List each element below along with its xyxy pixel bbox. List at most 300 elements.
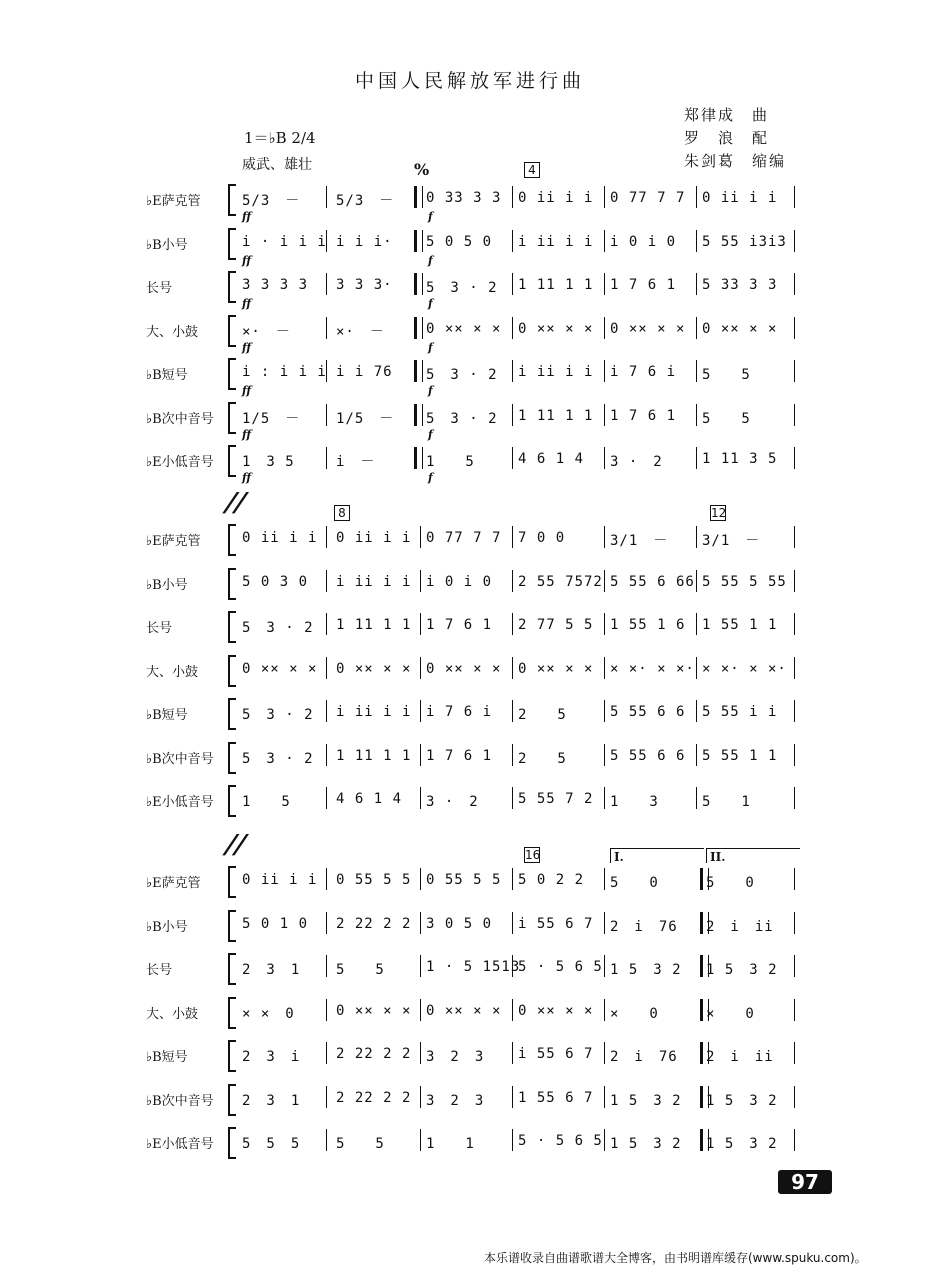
instrument-name: ♭B短号 — [146, 708, 188, 723]
measure-notation: 0 77 7 7 — [610, 190, 686, 206]
barline — [326, 1129, 327, 1151]
barline — [696, 744, 697, 766]
measure-notation: 5 3 · 2 — [242, 750, 314, 767]
barline — [696, 657, 697, 679]
barline — [420, 613, 421, 635]
measure-notation: × × 0 — [242, 1005, 295, 1022]
dynamic-marking: f — [428, 384, 433, 397]
measure-notation: 2 3 i — [242, 1049, 301, 1065]
arranger-credit: 罗 浪 配 — [684, 129, 770, 147]
measure-notation: 5 · 5 6 5 — [518, 1133, 603, 1149]
instrument-staff — [0, 354, 940, 400]
instrument-staff — [0, 180, 940, 226]
barline — [512, 1042, 513, 1064]
instrument-staff — [0, 1123, 940, 1169]
staff-bracket — [228, 228, 236, 260]
measure-notation: 5 · 5 6 5 — [518, 959, 603, 975]
instrument-staff — [0, 1036, 940, 1082]
measure-notation: 3 2 3 — [426, 1049, 485, 1065]
barline — [326, 700, 327, 722]
measure-notation: 5 5 — [702, 410, 751, 427]
barline — [604, 447, 605, 469]
staff-bracket — [228, 524, 236, 556]
barline — [696, 447, 697, 469]
barline — [512, 570, 513, 592]
dynamic-marking: f — [428, 427, 433, 441]
measure-notation: 0 ii i i — [242, 530, 318, 546]
measure-notation: 1 5 3 2 — [706, 1136, 778, 1152]
measure-notation: 1 · 5 1513 — [426, 959, 521, 975]
repeat-barline — [414, 230, 423, 252]
instrument-name: ♭B短号 — [146, 368, 188, 383]
barline — [512, 912, 513, 934]
barline — [696, 230, 697, 252]
barline — [794, 999, 795, 1021]
measure-notation: 2 77 5 5 — [518, 617, 594, 633]
measure-notation: 5 3 · 2 — [426, 410, 498, 427]
barline — [420, 744, 421, 766]
barline — [512, 526, 513, 548]
measure-notation: 1 5 — [426, 454, 475, 470]
measure-notation: × ×· × ×· — [610, 660, 695, 677]
dynamic-marking: f — [428, 471, 433, 484]
instrument-staff — [0, 398, 940, 444]
measure-notation: 1 11 1 1 — [336, 747, 412, 764]
barline — [512, 613, 513, 635]
rehearsal-mark-8: 8 — [334, 505, 350, 521]
page-title: 中国人民解放军进行曲 — [354, 70, 585, 92]
barline — [794, 657, 795, 679]
measure-notation: 5 55 7 2 — [518, 791, 594, 807]
page-number: 97 — [778, 1170, 832, 1194]
measure-notation: 2 3 1 — [242, 962, 301, 978]
instrument-staff — [0, 520, 940, 566]
barline — [420, 787, 421, 809]
measure-notation: 1 7 6 1 — [426, 617, 493, 633]
measure-notation: × 0 — [706, 1005, 755, 1022]
measure-notation: 1/5 － — [242, 410, 301, 427]
instrument-name: ♭E萨克管 — [146, 876, 201, 891]
measure-notation: 1 1 — [426, 1136, 475, 1152]
measure-notation: 1 11 1 1 — [518, 277, 594, 293]
measure-notation: 0 ×× × × — [610, 320, 686, 337]
tempo-marking: 威武、雄壮 — [242, 157, 312, 173]
measure-notation: 3/1 － — [610, 533, 669, 549]
segno-sign: % — [414, 160, 430, 179]
instrument-name: ♭B次中音号 — [146, 751, 214, 767]
measure-notation: 0 ×× × × — [336, 660, 412, 677]
barline — [794, 570, 795, 592]
barline — [420, 657, 421, 679]
barline — [604, 317, 605, 339]
dynamic-marking: ff — [242, 253, 252, 267]
measure-notation: 5 55 6 66 — [610, 573, 695, 590]
instrument-staff — [0, 267, 940, 313]
instrument-staff — [0, 738, 940, 784]
staff-bracket — [228, 445, 236, 477]
instrument-staff — [0, 993, 940, 1039]
measure-notation: 4 6 1 4 — [336, 791, 403, 807]
barline — [512, 404, 513, 426]
barline — [604, 787, 605, 809]
barline — [512, 186, 513, 208]
instrument-staff — [0, 949, 940, 995]
rehearsal-mark-4: 4 — [524, 162, 540, 178]
measure-notation: ×· － — [242, 323, 291, 340]
instrument-staff — [0, 311, 940, 357]
measure-notation: i ii i i — [518, 364, 594, 380]
barline — [326, 613, 327, 635]
barline — [420, 1086, 421, 1108]
repeat-barline — [414, 447, 423, 469]
barline — [794, 447, 795, 469]
barline — [512, 787, 513, 809]
instrument-name: ♭E小低音号 — [146, 455, 214, 470]
barline — [512, 1086, 513, 1108]
barline — [604, 360, 605, 382]
measure-notation: 5 0 3 0 — [242, 573, 309, 590]
instrument-name: ♭B短号 — [146, 1050, 188, 1065]
measure-notation: 2 22 2 2 — [336, 915, 412, 932]
measure-notation: i 55 6 7 — [518, 915, 594, 932]
volta-second-ending: II. — [706, 848, 800, 863]
measure-notation: 5 0 — [706, 875, 755, 891]
measure-notation: 1 7 6 1 — [610, 277, 677, 293]
barline — [794, 317, 795, 339]
barline — [512, 657, 513, 679]
instrument-name: ♭E萨克管 — [146, 194, 201, 209]
rehearsal-mark-16: 16 — [525, 848, 541, 862]
measure-notation: 0 ×× × × — [426, 1002, 502, 1019]
instrument-name: ♭B次中音号 — [146, 1093, 214, 1109]
barline — [326, 570, 327, 592]
measure-notation: 0 55 5 5 — [336, 872, 412, 888]
adapter-credit: 朱剑葛 缩编 — [684, 152, 787, 170]
repeat-barline — [414, 360, 423, 382]
measure-notation: i 0 i 0 — [426, 573, 493, 590]
measure-notation: 5 5 — [702, 367, 751, 383]
barline — [326, 868, 327, 890]
measure-notation: i : i i i — [242, 364, 327, 380]
measure-notation: 0 ×× × × — [518, 1002, 594, 1019]
measure-notation: 1 5 3 2 — [610, 962, 682, 978]
barline — [604, 657, 605, 679]
measure-notation: i 7 6 i — [610, 364, 677, 380]
measure-notation: i · i i i — [242, 233, 327, 250]
barline — [604, 570, 605, 592]
measure-notation: 5/3 － — [242, 193, 301, 209]
instrument-name: 长号 — [146, 963, 173, 978]
measure-notation: 5 3 · 2 — [242, 620, 314, 636]
measure-notation: 3 3 3· — [336, 277, 393, 293]
measure-notation: 1 5 3 2 — [706, 1092, 778, 1109]
volta-first-ending: I. — [610, 848, 704, 863]
barline — [604, 700, 605, 722]
barline — [604, 955, 605, 977]
instrument-staff — [0, 781, 940, 827]
barline — [794, 360, 795, 382]
measure-notation: 1 11 1 1 — [518, 407, 594, 424]
barline — [794, 613, 795, 635]
staff-bracket — [228, 742, 236, 774]
measure-notation: 5 0 1 0 — [242, 915, 309, 932]
instrument-staff — [0, 1080, 940, 1126]
barline — [326, 1086, 327, 1108]
barline — [696, 700, 697, 722]
dynamic-marking: f — [428, 297, 433, 310]
staff-bracket — [228, 1084, 236, 1116]
dynamic-marking: ff — [242, 297, 252, 310]
staff-bracket — [228, 698, 236, 730]
dynamic-marking: ff — [242, 427, 252, 441]
measure-notation: 5 3 · 2 — [426, 367, 498, 383]
measure-notation: 3 3 3 3 — [242, 277, 309, 293]
measure-notation: 1 5 3 2 — [610, 1092, 682, 1109]
barline — [420, 570, 421, 592]
staff-bracket — [228, 866, 236, 898]
measure-notation: 5 33 3 3 — [702, 277, 778, 293]
measure-notation: 2 3 1 — [242, 1092, 301, 1109]
measure-notation: 1 5 3 2 — [610, 1136, 682, 1152]
barline — [512, 868, 513, 890]
key-signature: 1＝♭B 2/4 — [244, 129, 316, 147]
barline — [420, 1129, 421, 1151]
measure-notation: 1 11 3 5 — [702, 451, 778, 467]
dynamic-marking: f — [428, 253, 433, 267]
barline — [512, 744, 513, 766]
measure-notation: i i i· — [336, 233, 393, 250]
measure-notation: ×· － — [336, 323, 385, 340]
barline — [512, 700, 513, 722]
barline — [326, 230, 327, 252]
measure-notation: 1/5 － — [336, 410, 395, 427]
system-separator-icon: // — [220, 830, 251, 860]
measure-notation: 1 5 3 2 — [706, 962, 778, 978]
barline — [696, 186, 697, 208]
barline — [696, 570, 697, 592]
measure-notation: 2 22 2 2 — [336, 1089, 412, 1106]
measure-notation: 3 0 5 0 — [426, 915, 493, 932]
staff-bracket — [228, 611, 236, 643]
instrument-name: ♭B小号 — [146, 919, 188, 935]
measure-notation: 0 33 3 3 — [426, 190, 502, 206]
measure-notation: 2 i ii — [706, 918, 774, 935]
instrument-staff — [0, 694, 940, 740]
dynamic-marking: ff — [242, 340, 252, 354]
instrument-name: ♭E萨克管 — [146, 534, 201, 549]
staff-bracket — [228, 785, 236, 817]
dynamic-marking: f — [428, 340, 433, 354]
measure-notation: 0 ×× × × — [426, 660, 502, 677]
barline — [604, 230, 605, 252]
footer-note: 本乐谱收录自曲谱歌谱大全博客，由书明谱库缓存(www.spuku.com)。 — [484, 1251, 867, 1265]
barline — [512, 317, 513, 339]
repeat-barline — [414, 186, 423, 208]
measure-notation: i ii i i — [336, 704, 412, 720]
barline — [326, 999, 327, 1021]
instrument-name: 大、小鼓 — [146, 664, 199, 680]
measure-notation: 5 0 — [610, 875, 659, 891]
measure-notation: 0 ×× × × — [702, 320, 778, 337]
measure-notation: 0 77 7 7 — [426, 530, 502, 546]
barline — [604, 1042, 605, 1064]
measure-notation: 5/3 － — [336, 193, 395, 209]
measure-notation: 5 55 6 6 — [610, 704, 686, 720]
barline — [604, 186, 605, 208]
measure-notation: 0 ×× × × — [242, 660, 318, 677]
measure-notation: i － — [336, 454, 376, 470]
staff-bracket — [228, 1127, 236, 1159]
measure-notation: 1 7 6 1 — [426, 747, 493, 764]
instrument-name: 大、小鼓 — [146, 1006, 199, 1022]
dynamic-marking: ff — [242, 384, 252, 397]
measure-notation: 3 2 3 — [426, 1092, 485, 1109]
barline — [420, 912, 421, 934]
measure-notation: 0 55 5 5 — [426, 872, 502, 888]
measure-notation: 5 55 6 6 — [610, 747, 686, 764]
measure-notation: 0 ii i i — [702, 190, 778, 206]
barline — [794, 526, 795, 548]
dynamic-marking: ff — [242, 471, 252, 484]
staff-bracket — [228, 1040, 236, 1072]
barline — [326, 447, 327, 469]
measure-notation: 5 55 1 1 — [702, 747, 778, 764]
instrument-staff — [0, 651, 940, 697]
measure-notation: 3 · 2 — [610, 454, 663, 470]
measure-notation: 5 3 · 2 — [242, 707, 314, 723]
measure-notation: 2 55 7572 — [518, 573, 603, 590]
barline — [420, 999, 421, 1021]
repeat-barline — [414, 317, 423, 339]
barline — [794, 955, 795, 977]
measure-notation: 2 i ii — [706, 1049, 774, 1065]
barline — [696, 613, 697, 635]
instrument-staff — [0, 224, 940, 270]
composer-credit: 郑律成 曲 — [684, 106, 770, 124]
staff-bracket — [228, 997, 236, 1029]
instrument-name: ♭B小号 — [146, 237, 188, 253]
repeat-barline — [414, 273, 423, 295]
barline — [604, 404, 605, 426]
measure-notation: 1 11 1 1 — [336, 617, 412, 633]
measure-notation: i 7 6 i — [426, 704, 493, 720]
barline — [512, 1129, 513, 1151]
barline — [604, 526, 605, 548]
measure-notation: 0 ×× × × — [518, 660, 594, 677]
measure-notation: i i 76 — [336, 364, 393, 380]
measure-notation: 2 5 — [518, 707, 567, 723]
instrument-name: 长号 — [146, 281, 173, 296]
barline — [794, 1129, 795, 1151]
barline — [326, 186, 327, 208]
staff-bracket — [228, 402, 236, 434]
instrument-name: ♭B次中音号 — [146, 411, 214, 427]
barline — [326, 787, 327, 809]
measure-notation: 2 i 76 — [610, 1049, 678, 1065]
measure-notation: i ii i i — [336, 573, 412, 590]
barline — [696, 360, 697, 382]
measure-notation: 5 55 i i — [702, 704, 778, 720]
instrument-staff — [0, 441, 940, 487]
instrument-staff — [0, 906, 940, 952]
staff-bracket — [228, 358, 236, 390]
barline — [794, 787, 795, 809]
measure-notation: 1 5 — [242, 794, 291, 810]
barline — [696, 787, 697, 809]
barline — [512, 230, 513, 252]
barline — [420, 1042, 421, 1064]
measure-notation: 1 55 6 7 — [518, 1089, 594, 1106]
barline — [794, 700, 795, 722]
measure-notation: 0 ×× × × — [518, 320, 594, 337]
system-separator-icon: // — [220, 488, 251, 518]
barline — [604, 273, 605, 295]
barline — [326, 360, 327, 382]
measure-notation: 1 7 6 1 — [610, 407, 677, 424]
instrument-name: 大、小鼓 — [146, 324, 199, 340]
dynamic-marking: f — [428, 210, 433, 223]
measure-notation: 0 ii i i — [242, 872, 318, 888]
dynamic-marking: ff — [242, 210, 252, 223]
measure-notation: i ii i i — [518, 233, 594, 250]
barline — [420, 700, 421, 722]
barline — [512, 955, 513, 977]
barline — [604, 1129, 605, 1151]
measure-notation: 5 55 i3i3 — [702, 233, 787, 250]
barline — [604, 999, 605, 1021]
barline — [696, 317, 697, 339]
staff-bracket — [228, 953, 236, 985]
barline — [420, 526, 421, 548]
barline — [794, 1086, 795, 1108]
barline — [420, 868, 421, 890]
instrument-staff — [0, 862, 940, 908]
barline — [326, 317, 327, 339]
measure-notation: 1 55 1 6 — [610, 617, 686, 633]
instrument-staff — [0, 607, 940, 653]
staff-bracket — [228, 184, 236, 216]
measure-notation: 3 · 2 — [426, 794, 479, 810]
barline — [604, 613, 605, 635]
instrument-name: ♭B小号 — [146, 577, 188, 593]
barline — [326, 912, 327, 934]
barline — [604, 912, 605, 934]
measure-notation: 1 3 — [610, 794, 659, 810]
barline — [326, 657, 327, 679]
barline — [604, 744, 605, 766]
barline — [420, 955, 421, 977]
instrument-name: ♭E小低音号 — [146, 795, 214, 810]
barline — [326, 1042, 327, 1064]
measure-notation: 2 i 76 — [610, 918, 678, 935]
measure-notation: 5 0 2 2 — [518, 872, 585, 888]
barline — [326, 955, 327, 977]
measure-notation: 2 22 2 2 — [336, 1046, 412, 1062]
staff-bracket — [228, 910, 236, 942]
measure-notation: 7 0 0 — [518, 530, 566, 546]
barline — [512, 360, 513, 382]
measure-notation: × ×· × ×· — [702, 660, 787, 677]
measure-notation: 0 ×× × × — [426, 320, 502, 337]
barline — [604, 868, 605, 890]
measure-notation: 0 ii i i — [518, 190, 594, 206]
staff-bracket — [228, 655, 236, 687]
barline — [696, 404, 697, 426]
instrument-staff — [0, 564, 940, 610]
measure-notation: 4 6 1 4 — [518, 451, 585, 467]
measure-notation: 5 5 5 — [242, 1136, 301, 1152]
measure-notation: 0 ×× × × — [336, 1002, 412, 1019]
